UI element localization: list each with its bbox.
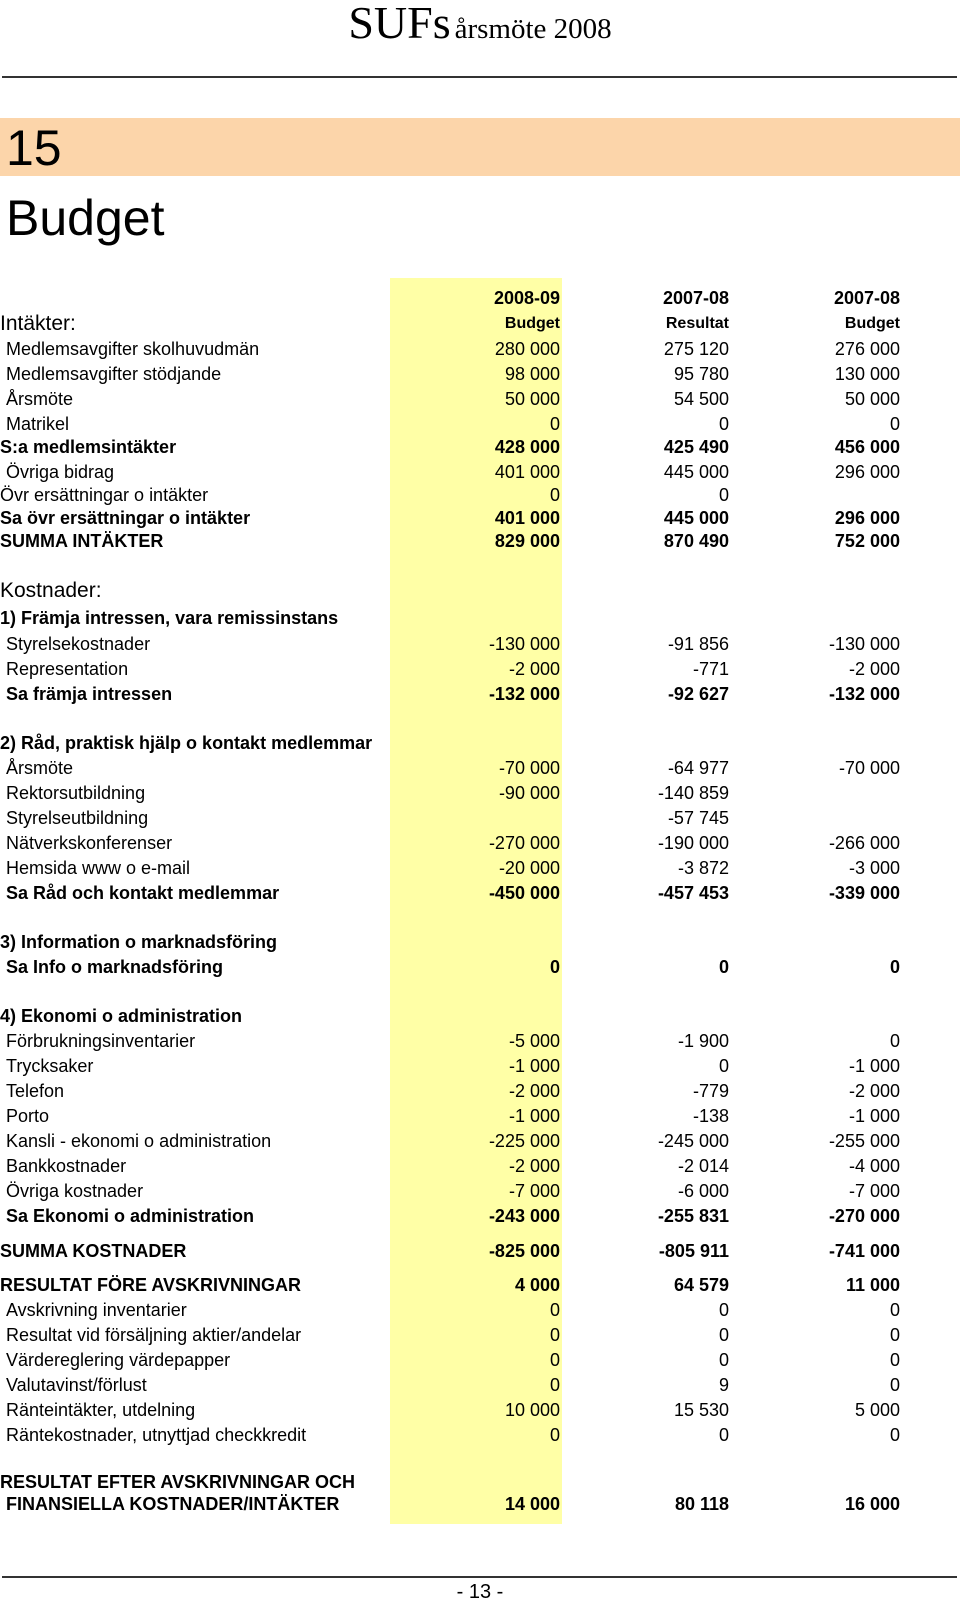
row-label: Hemsida www o e-mail: [6, 858, 191, 878]
row-value: 0: [718, 1350, 729, 1370]
row-label: Porto: [6, 1106, 50, 1126]
type-col-2: Resultat: [665, 315, 729, 332]
row-value: 11 000: [845, 1275, 900, 1295]
row-value: -2 000: [508, 659, 560, 679]
row-value: 0: [718, 1300, 729, 1320]
row-value: -132 000: [828, 684, 900, 704]
header-subtitle: årsmöte 2008: [454, 13, 612, 45]
row-value: 50 000: [504, 389, 560, 409]
table-row: [0, 1423, 960, 1447]
table-row: [0, 657, 960, 681]
row-label: Medlemsavgifter stödjande: [6, 364, 222, 384]
row-value: -1 000: [848, 1056, 900, 1076]
row-value: -1 900: [677, 1031, 729, 1051]
row-value: -92 627: [667, 684, 729, 704]
row-value: 296 000: [834, 508, 900, 528]
row-value: -270 000: [488, 833, 560, 853]
row-value: 0: [718, 485, 729, 505]
row-value: 280 000: [494, 339, 560, 359]
row-value: -57 745: [667, 808, 729, 828]
row-value: -7 000: [508, 1181, 560, 1201]
row-value: 54 500: [673, 389, 729, 409]
row-value: -457 453: [657, 883, 729, 903]
row-value: 0: [549, 1375, 560, 1395]
row-value: 0: [549, 1350, 560, 1370]
page-header: [0, 0, 960, 60]
table-row: [0, 781, 960, 805]
table-row: [0, 1154, 960, 1178]
type-col-3: Budget: [844, 315, 900, 332]
row-label: Övriga kostnader: [6, 1181, 144, 1201]
row-label: Värdereglering värdepapper: [6, 1350, 231, 1370]
row-label: Medlemsavgifter skolhuvudmän: [6, 339, 260, 359]
row-value: -779: [692, 1081, 729, 1101]
row-label: Sa Råd och kontakt medlemmar: [6, 883, 280, 903]
row-value: 445 000: [663, 508, 729, 528]
row-label: RESULTAT EFTER AVSKRIVNINGAR OCH: [0, 1472, 355, 1492]
table-row: [0, 1398, 960, 1422]
row-value: -2 000: [848, 1081, 900, 1101]
row-value: 425 490: [663, 437, 729, 457]
table-row: [0, 1104, 960, 1128]
table-row: [0, 1323, 960, 1347]
row-label: Sa Info o marknadsföring: [6, 957, 224, 977]
row-label: Valutavinst/förlust: [6, 1375, 147, 1395]
row-label: Representation: [6, 659, 129, 679]
row-value: -190 000: [657, 833, 729, 853]
row-value: 829 000: [494, 531, 560, 551]
row-value: 0: [889, 1375, 900, 1395]
row-value: -805 911: [658, 1241, 729, 1261]
row-value: -4 000: [848, 1156, 900, 1176]
table-row: [0, 856, 960, 880]
total-row: [0, 1239, 960, 1263]
row-value: -1 000: [508, 1106, 560, 1126]
row-value: -130 000: [488, 634, 560, 654]
row-value: -7 000: [848, 1181, 900, 1201]
year-header-row: [0, 286, 960, 310]
row-value: -64 977: [667, 758, 729, 778]
row-label: Övriga bidrag: [6, 462, 115, 482]
section-title: 3) Information o marknadsföring: [0, 932, 278, 952]
row-value: 752 000: [834, 531, 900, 551]
table-row: [0, 1373, 960, 1397]
row-value: 0: [889, 1350, 900, 1370]
table-row: [0, 362, 960, 386]
chapter-band: [0, 118, 960, 176]
row-label: S:a medlemsintäkter: [0, 437, 177, 457]
row-value: 401 000: [494, 508, 560, 528]
table-row: [0, 1029, 960, 1053]
row-label: Sa övr ersättningar o intäkter: [0, 508, 251, 528]
row-value: 0: [718, 1325, 729, 1345]
row-value: 276 000: [834, 339, 900, 359]
section-title-row: [0, 1004, 960, 1028]
income-heading: Intäkter:: [0, 312, 76, 335]
row-label: Resultat vid försäljning aktier/andelar: [6, 1325, 302, 1345]
year-col-2: 2007-08: [662, 288, 729, 308]
row-label: Sa främja intressen: [6, 684, 173, 704]
section-title: 2) Råd, praktisk hjälp o kontakt medlemmar: [0, 733, 373, 753]
section-title-row: [0, 606, 960, 630]
row-label: SUMMA KOSTNADER: [0, 1241, 187, 1261]
row-label: Kansli - ekonomi o administration: [6, 1131, 272, 1151]
row-value: 14 000: [504, 1494, 560, 1514]
row-value: 0: [718, 957, 729, 977]
row-value: -6 000: [677, 1181, 729, 1201]
table-row: [0, 1348, 960, 1372]
row-value: -132 000: [488, 684, 560, 704]
total-row: [0, 1273, 960, 1297]
row-value: -270 000: [828, 1206, 900, 1226]
row-label: RESULTAT FÖRE AVSKRIVNINGAR: [0, 1275, 301, 1295]
row-value: 15 530: [673, 1400, 729, 1420]
row-value: 870 490: [663, 531, 729, 551]
row-value: 0: [889, 957, 900, 977]
page-number: - 13 -: [456, 1581, 504, 1603]
row-value: -450 000: [488, 883, 560, 903]
row-value: 0: [889, 1325, 900, 1345]
row-label: Avskrivning inventarier: [6, 1300, 187, 1320]
row-label: Övr ersättningar o intäkter: [0, 485, 209, 505]
table-row: [0, 387, 960, 411]
row-value: 50 000: [844, 389, 900, 409]
subtotal-row: [0, 506, 960, 530]
row-value: -138: [692, 1106, 729, 1126]
type-header-row: [0, 312, 960, 336]
row-value: -70 000: [838, 758, 900, 778]
section-title-row: [0, 731, 960, 755]
row-value: 0: [549, 414, 560, 434]
table-row: [0, 460, 960, 484]
row-label: Styrelseutbildning: [6, 808, 149, 828]
chapter-title: Budget: [6, 190, 165, 246]
row-value: -825 000: [488, 1241, 560, 1261]
row-value: 80 118: [674, 1494, 729, 1514]
final-result-row: [0, 1492, 960, 1516]
costs-heading-row: [0, 579, 960, 603]
costs-heading: Kostnader:: [0, 579, 102, 602]
subtotal-row: [0, 881, 960, 905]
table-row: [0, 756, 960, 780]
row-value: 275 120: [663, 339, 729, 359]
row-label: Styrelsekostnader: [6, 634, 151, 654]
table-row: [0, 1129, 960, 1153]
row-value: 0: [549, 1425, 560, 1445]
row-value: 401 000: [494, 462, 560, 482]
row-value: 5 000: [854, 1400, 900, 1420]
row-value: -91 856: [667, 634, 729, 654]
table-row: [0, 483, 960, 507]
row-value: -5 000: [508, 1031, 560, 1051]
row-label: SUMMA INTÄKTER: [0, 531, 164, 551]
table-row: [0, 1054, 960, 1078]
row-value: -2 000: [508, 1081, 560, 1101]
row-value: -130 000: [828, 634, 900, 654]
row-label: FINANSIELLA KOSTNADER/INTÄKTER: [6, 1494, 340, 1514]
row-value: 0: [718, 414, 729, 434]
section-title: 1) Främja intressen, vara remissinstans: [0, 608, 339, 628]
row-label: Förbrukningsinventarier: [6, 1031, 196, 1051]
row-value: 95 780: [673, 364, 729, 384]
section-title-row: [0, 930, 960, 954]
row-value: 64 579: [673, 1275, 729, 1295]
row-value: 0: [889, 1300, 900, 1320]
row-value: -245 000: [657, 1131, 729, 1151]
row-value: -2 014: [677, 1156, 729, 1176]
total-row: [0, 529, 960, 553]
row-value: -3 872: [677, 858, 729, 878]
table-row: [0, 412, 960, 436]
chapter-number: 15: [6, 120, 62, 176]
section-title: 4) Ekonomi o administration: [0, 1006, 243, 1026]
row-value: 0: [889, 414, 900, 434]
row-label: Trycksaker: [6, 1056, 94, 1076]
row-value: -243 000: [488, 1206, 560, 1226]
row-value: -2 000: [848, 659, 900, 679]
row-label: Ränteintäkter, utdelning: [6, 1400, 196, 1420]
row-value: -20 000: [498, 858, 560, 878]
row-label: Rektorsutbildning: [6, 783, 146, 803]
final-result-label-row: [0, 1470, 960, 1494]
row-value: -741 000: [828, 1241, 900, 1261]
row-value: 456 000: [834, 437, 900, 457]
subtotal-row: [0, 682, 960, 706]
row-value: 0: [718, 1425, 729, 1445]
year-col-1: 2008-09: [493, 288, 560, 308]
type-col-1: Budget: [504, 315, 560, 332]
row-value: -266 000: [828, 833, 900, 853]
row-value: 98 000: [504, 364, 560, 384]
row-label: Nätverkskonferenser: [6, 833, 173, 853]
row-value: -771: [692, 659, 729, 679]
row-value: 10 000: [504, 1400, 560, 1420]
row-label: Telefon: [6, 1081, 65, 1101]
row-label: Matrikel: [6, 414, 70, 434]
year-col-3: 2007-08: [833, 288, 900, 308]
row-label: Bankkostnader: [6, 1156, 127, 1176]
row-value: 9: [718, 1375, 729, 1395]
table-row: [0, 1079, 960, 1103]
row-value: -90 000: [498, 783, 560, 803]
row-label: Sa Ekonomi o administration: [6, 1206, 255, 1226]
row-value: -140 859: [657, 783, 729, 803]
subtotal-row: [0, 955, 960, 979]
table-row: [0, 337, 960, 361]
row-value: -3 000: [848, 858, 900, 878]
row-value: 0: [549, 1300, 560, 1320]
table-row: [0, 831, 960, 855]
row-label: Årsmöte: [6, 389, 74, 409]
header-brand: SUFs: [348, 0, 451, 48]
row-value: -255 831: [657, 1206, 729, 1226]
table-row: [0, 1179, 960, 1203]
row-value: 16 000: [844, 1494, 900, 1514]
row-value: -1 000: [508, 1056, 560, 1076]
row-value: -255 000: [828, 1131, 900, 1151]
row-value: 4 000: [514, 1275, 560, 1295]
header-rule: [2, 76, 957, 78]
table-row: [0, 632, 960, 656]
row-value: 0: [549, 1325, 560, 1345]
table-row: [0, 806, 960, 830]
row-value: 428 000: [494, 437, 560, 457]
row-value: -339 000: [828, 883, 900, 903]
footer-rule: [2, 1576, 957, 1578]
row-value: -70 000: [498, 758, 560, 778]
row-value: 445 000: [663, 462, 729, 482]
subtotal-row: [0, 435, 960, 459]
row-value: -2 000: [508, 1156, 560, 1176]
row-value: 0: [889, 1425, 900, 1445]
row-label: Räntekostnader, utnyttjad checkkredit: [6, 1425, 307, 1445]
row-value: 130 000: [834, 364, 900, 384]
row-label: Årsmöte: [6, 758, 74, 778]
table-row: [0, 1298, 960, 1322]
row-value: 0: [549, 957, 560, 977]
row-value: -1 000: [848, 1106, 900, 1126]
row-value: 0: [718, 1056, 729, 1076]
row-value: 0: [549, 485, 560, 505]
row-value: -225 000: [488, 1131, 560, 1151]
row-value: 0: [889, 1031, 900, 1051]
row-value: 296 000: [834, 462, 900, 482]
subtotal-row: [0, 1204, 960, 1228]
